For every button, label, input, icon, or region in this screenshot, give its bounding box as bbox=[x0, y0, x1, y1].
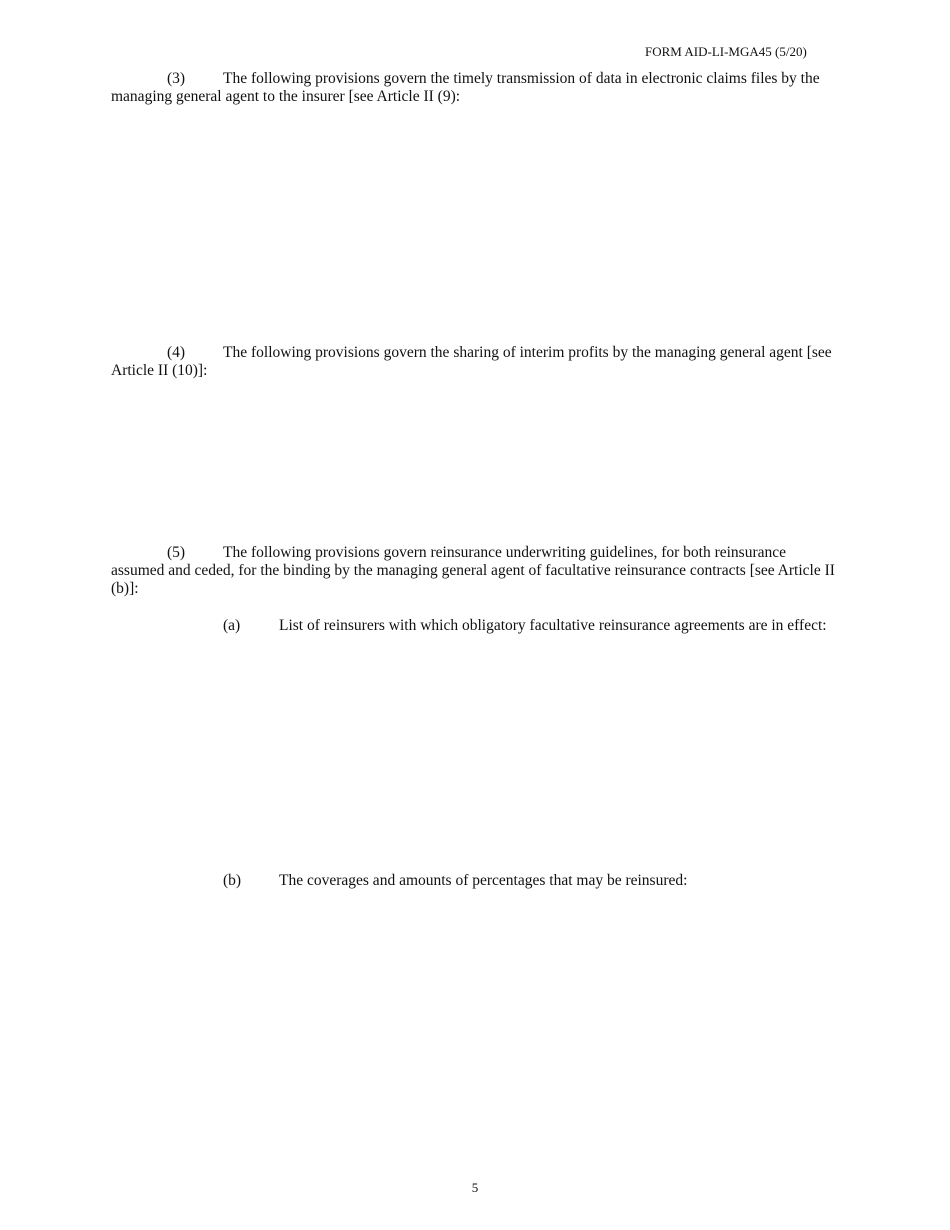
subitem-number: (a) bbox=[223, 617, 241, 634]
subitem-number: (b) bbox=[223, 872, 242, 889]
form-id: FORM AID-LI-MGA45 (5/20) bbox=[645, 44, 807, 59]
page-number: 5 bbox=[471, 1180, 479, 1195]
section-5 bbox=[111, 544, 841, 598]
subitem-a bbox=[223, 617, 843, 635]
subitem-text: The coverages and amounts of percentages that may be reinsured: bbox=[279, 872, 688, 889]
section-text: The following provisions govern the sharing of interim profits by the managing general agent [see Article II (10)]: bbox=[111, 344, 832, 379]
subitem-text: List of reinsurers with which obligatory facultative reinsurance agreements are in effect: bbox=[279, 617, 827, 634]
section-number: (4) bbox=[167, 344, 186, 361]
section-text: The following provisions govern the timely transmission of data in electronic claims files by the managing general agent to the insurer [see Article II (9): bbox=[111, 70, 820, 105]
section-4 bbox=[111, 344, 841, 380]
section-text: The following provisions govern reinsurance underwriting guidelines, for both reinsurance assumed and ceded, for the binding by the managing general agent of facultative reinsurance contracts [see Article II (b)]: bbox=[111, 544, 835, 597]
section-3 bbox=[111, 70, 841, 106]
subitem-b bbox=[223, 872, 843, 890]
section-number: (3) bbox=[167, 70, 186, 87]
section-number: (5) bbox=[167, 544, 186, 561]
